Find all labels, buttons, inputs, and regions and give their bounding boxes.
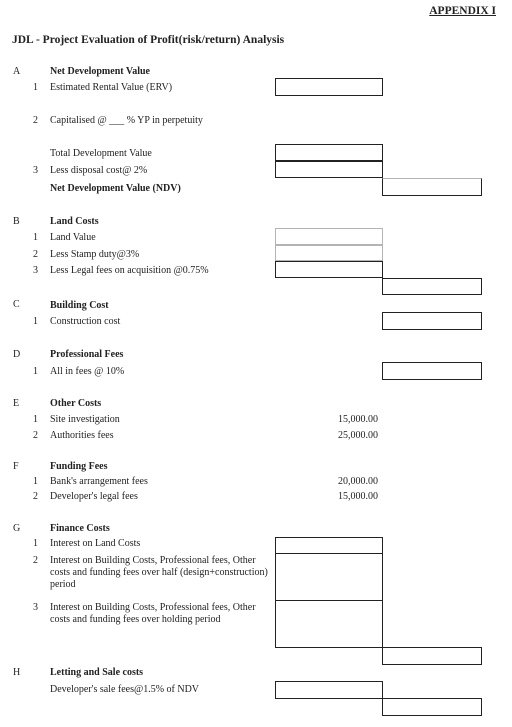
capitalised-label: Capitalised @ ___ % YP in perpetuity: [50, 115, 203, 126]
interest-land-num: 1: [33, 538, 38, 549]
sale-fees-label: Developer's sale fees@1.5% of NDV: [50, 684, 200, 695]
bank-fees-num: 1: [33, 476, 38, 487]
cap-num: 2: [33, 115, 38, 126]
section-a-letter: A: [13, 66, 21, 77]
section-e-heading: Other Costs: [50, 398, 102, 409]
site-investigation-label: Site investigation: [50, 414, 120, 425]
erv-label: Estimated Rental Value (ERV): [50, 82, 173, 93]
section-d-letter: D: [13, 349, 21, 360]
professional-fees-box[interactable]: [382, 362, 482, 380]
legal-fees-num: 3: [33, 265, 38, 276]
legal-fees-label: Less Legal fees on acquisition @0.75%: [50, 265, 209, 276]
ndv-total-box[interactable]: [382, 178, 482, 196]
erv-num: 1: [33, 82, 38, 93]
ndv-label: Net Development Value (NDV): [50, 183, 181, 194]
finance-costs-total-box[interactable]: [382, 647, 482, 665]
interest-half-period-label: Interest on Building Costs, Professional fees, Other costs and funding fees over half (design+construction) period: [50, 555, 268, 590]
section-b-letter: B: [13, 216, 20, 227]
dev-legal-fees-label: Developer's legal fees: [50, 491, 138, 502]
bank-fees-label: Bank's arrangement fees: [50, 476, 148, 487]
appendix-label: APPENDIX I: [429, 5, 496, 17]
interest-half-period-box[interactable]: [275, 553, 383, 601]
interest-half-num: 2: [33, 555, 38, 566]
interest-land-label: Interest on Land Costs: [50, 538, 141, 549]
interest-land-input-box[interactable]: [275, 537, 383, 554]
section-h-letter: H: [13, 667, 21, 678]
section-a-heading: Net Development Value: [50, 66, 150, 77]
section-f-heading: Funding Fees: [50, 461, 108, 472]
bank-fees-value: 20,000.00: [338, 476, 378, 487]
interest-holding-period-box[interactable]: [275, 600, 383, 648]
site-investigation-num: 1: [33, 414, 38, 425]
construction-label: Construction cost: [50, 316, 121, 327]
sale-costs-total-box[interactable]: [382, 698, 482, 716]
section-f-letter: F: [13, 461, 19, 472]
stamp-duty-label: Less Stamp duty@3%: [50, 249, 140, 260]
section-g-heading: Finance Costs: [50, 523, 110, 534]
land-costs-total-box[interactable]: [382, 278, 482, 295]
section-g-letter: G: [13, 523, 21, 534]
section-d-heading: Professional Fees: [50, 349, 124, 360]
land-value-input-box[interactable]: [275, 228, 383, 245]
authorities-fees-label: Authorities fees: [50, 430, 114, 441]
stamp-duty-num: 2: [33, 249, 38, 260]
section-e-letter: E: [13, 398, 20, 409]
interest-holding-period-label: Interest on Building Costs, Professional fees, Other costs and funding fees over holding period: [50, 602, 256, 625]
authorities-fees-num: 2: [33, 430, 38, 441]
legal-fees-input-box[interactable]: [275, 261, 383, 278]
tdv-label: Total Development Value: [50, 148, 152, 159]
land-value-label: Land Value: [50, 232, 96, 243]
construction-num: 1: [33, 316, 38, 327]
fees-label: All in fees @ 10%: [50, 366, 125, 377]
authorities-fees-value: 25,000.00: [338, 430, 378, 441]
interest-holding-num: 3: [33, 602, 38, 613]
disposal-label: Less disposal cost@ 2%: [50, 165, 148, 176]
erv-input-box[interactable]: [275, 78, 383, 96]
tdv-input-box[interactable]: [275, 144, 383, 161]
fees-num: 1: [33, 366, 38, 377]
dev-legal-fees-num: 2: [33, 491, 38, 502]
stamp-duty-input-box[interactable]: [275, 245, 383, 261]
land-value-num: 1: [33, 232, 38, 243]
disposal-input-box[interactable]: [275, 161, 383, 178]
construction-cost-box[interactable]: [382, 312, 482, 330]
page-title: JDL - Project Evaluation of Profit(risk/return) Analysis: [12, 34, 285, 46]
section-h-heading: Letting and Sale costs: [50, 667, 144, 678]
section-c-heading: Building Cost: [50, 300, 109, 311]
section-c-letter: C: [13, 299, 20, 310]
disposal-num: 3: [33, 165, 38, 176]
sale-fees-input-box[interactable]: [275, 681, 383, 699]
dev-legal-fees-value: 15,000.00: [338, 491, 378, 502]
section-b-heading: Land Costs: [50, 216, 99, 227]
site-investigation-value: 15,000.00: [338, 414, 378, 425]
